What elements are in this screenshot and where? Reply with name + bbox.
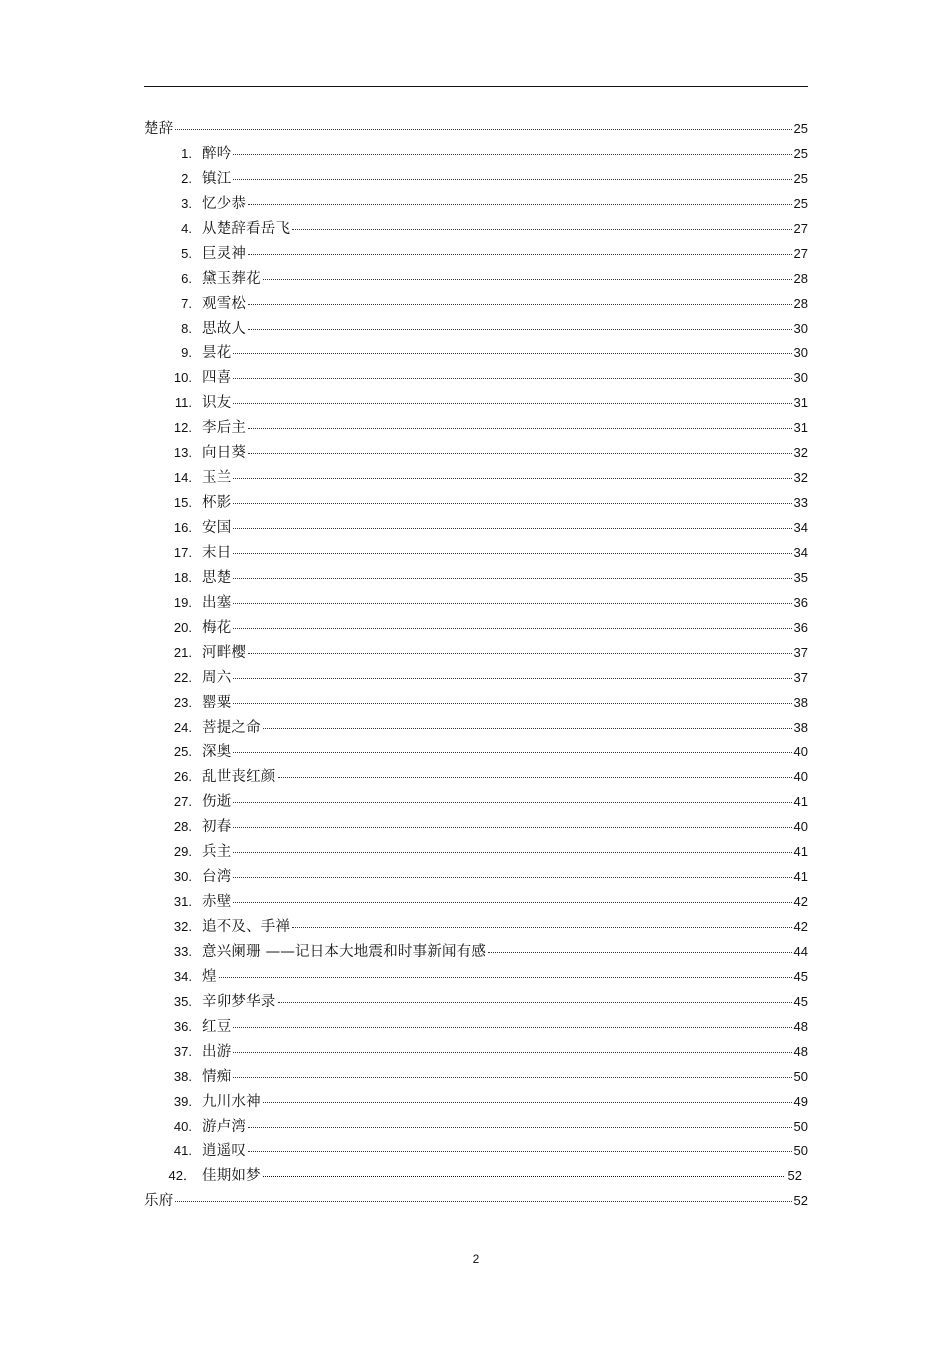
toc-entry[interactable] bbox=[144, 591, 808, 616]
dot-leader bbox=[248, 428, 791, 429]
toc-entry[interactable] bbox=[144, 716, 808, 741]
toc-page-number: 37 bbox=[793, 644, 808, 660]
toc-entry[interactable] bbox=[144, 915, 808, 940]
toc-page-number: 48 bbox=[793, 1043, 808, 1059]
toc-entry-title: 乱世丧红颜 bbox=[202, 769, 276, 786]
toc-entry[interactable] bbox=[144, 940, 808, 965]
dot-leader bbox=[233, 802, 791, 803]
dot-leader bbox=[233, 603, 791, 604]
toc-entry[interactable] bbox=[144, 990, 808, 1015]
dot-leader bbox=[263, 279, 792, 280]
toc-entry-title: 向日葵 bbox=[202, 445, 247, 462]
dot-leader bbox=[248, 329, 791, 330]
toc-entry-title: 醉吟 bbox=[202, 145, 232, 162]
toc-entry[interactable] bbox=[144, 142, 808, 167]
toc-entry[interactable] bbox=[144, 740, 808, 765]
toc-entry[interactable] bbox=[144, 491, 808, 516]
dot-leader bbox=[233, 877, 791, 878]
toc-entry[interactable] bbox=[144, 391, 808, 416]
toc-entry-number: 14. bbox=[173, 470, 192, 486]
toc-entry-number: 1. bbox=[181, 145, 192, 161]
dot-leader bbox=[233, 403, 791, 404]
toc-entry-title: 兵主 bbox=[202, 844, 232, 861]
dot-leader bbox=[233, 353, 791, 354]
toc-entry-title: 思故人 bbox=[202, 320, 247, 337]
dot-leader bbox=[233, 154, 791, 155]
toc-entry[interactable] bbox=[144, 366, 808, 391]
dot-leader bbox=[263, 1102, 792, 1103]
toc-entry-number: 28. bbox=[173, 819, 192, 835]
toc-page-number: 27 bbox=[793, 220, 808, 236]
toc-entry[interactable] bbox=[144, 192, 808, 217]
toc-entry[interactable] bbox=[144, 566, 808, 591]
dot-leader bbox=[248, 204, 791, 205]
dot-leader bbox=[175, 129, 791, 130]
toc-page-number: 48 bbox=[793, 1018, 808, 1034]
toc-entry[interactable] bbox=[144, 341, 808, 366]
toc-page-number: 42 bbox=[793, 919, 808, 934]
toc-entry-title: 罂粟 bbox=[202, 694, 232, 711]
toc-entry[interactable] bbox=[144, 516, 808, 541]
dot-leader bbox=[278, 1002, 792, 1003]
toc-entry-title: 情痴 bbox=[202, 1068, 232, 1085]
toc-entry-number: 38. bbox=[173, 1068, 192, 1084]
toc-entry[interactable] bbox=[144, 441, 808, 466]
toc-entry-number: 37. bbox=[173, 1043, 192, 1059]
toc-entry[interactable] bbox=[144, 1015, 808, 1040]
toc-entry-title: 九川水神 bbox=[202, 1093, 261, 1110]
toc-entry-title: 佳期如梦 bbox=[202, 1168, 261, 1185]
toc-entry-number: 32. bbox=[173, 919, 192, 934]
toc-page-number: 34 bbox=[793, 520, 808, 535]
toc-page-number: 35 bbox=[793, 569, 808, 585]
toc-page-number: 25 bbox=[793, 170, 808, 186]
toc-page-number: 34 bbox=[793, 544, 808, 560]
toc-entry[interactable] bbox=[144, 890, 808, 915]
toc-entry-number: 5. bbox=[181, 245, 192, 261]
toc-entry-title: 周六 bbox=[202, 669, 232, 686]
toc-entry-number: 31. bbox=[173, 894, 192, 910]
toc-page-number: 40 bbox=[793, 744, 808, 760]
dot-leader bbox=[219, 977, 792, 978]
dot-leader bbox=[233, 902, 791, 903]
toc-heading-title: 楚辞 bbox=[144, 121, 174, 137]
toc-entry-number: 10. bbox=[173, 370, 192, 386]
page-number: 2 bbox=[472, 1252, 480, 1266]
toc-page-number: 31 bbox=[793, 395, 808, 411]
toc-entry-number: 36. bbox=[173, 1018, 192, 1034]
toc-entry-title: 观雪松 bbox=[202, 295, 247, 312]
toc-entry-number: 3. bbox=[181, 195, 192, 211]
toc-entry[interactable] bbox=[144, 666, 808, 691]
toc-page-number: 50 bbox=[793, 1118, 808, 1134]
toc-page-number: 25 bbox=[793, 195, 808, 211]
dot-leader bbox=[248, 1127, 791, 1128]
toc-entry[interactable] bbox=[144, 840, 808, 865]
toc-entry-title: 镇江 bbox=[202, 170, 232, 187]
toc-entry-number: 15. bbox=[173, 495, 192, 511]
dot-leader bbox=[233, 852, 791, 853]
toc-page-number: 38 bbox=[793, 694, 808, 710]
toc-entry-number: 9. bbox=[181, 345, 192, 361]
dot-leader bbox=[248, 254, 791, 255]
toc-entry[interactable] bbox=[144, 815, 808, 840]
toc-heading-title: 乐府 bbox=[144, 1193, 174, 1210]
toc-entry[interactable] bbox=[144, 790, 808, 815]
toc-entry-title: 意兴阑珊 ——记日本大地震和时事新闻有感 bbox=[202, 943, 487, 960]
dot-leader bbox=[233, 528, 791, 529]
toc-page-number: 44 bbox=[793, 943, 808, 959]
toc-entry-title: 末日 bbox=[202, 544, 232, 561]
toc-entry[interactable] bbox=[144, 1164, 808, 1189]
toc-entry-number: 18. bbox=[173, 569, 192, 585]
dot-leader bbox=[278, 777, 792, 778]
toc-entry-number: 11. bbox=[174, 395, 192, 411]
toc-entry-title: 追不及、手禅 bbox=[202, 919, 291, 935]
toc-entry[interactable] bbox=[144, 1139, 808, 1164]
toc-entry-number: 23. bbox=[173, 694, 192, 710]
toc-page-number: 27 bbox=[793, 245, 808, 261]
dot-leader bbox=[233, 578, 791, 579]
dot-leader bbox=[175, 1201, 791, 1202]
dot-leader bbox=[233, 1052, 791, 1053]
toc-entry[interactable] bbox=[144, 292, 808, 317]
toc-entry[interactable] bbox=[144, 765, 808, 790]
toc-page-number: 30 bbox=[793, 345, 808, 361]
toc-entry[interactable] bbox=[144, 242, 808, 267]
toc-page-number: 50 bbox=[793, 1143, 808, 1159]
dot-leader bbox=[233, 827, 791, 828]
toc-entry-title: 玉兰 bbox=[202, 470, 232, 487]
toc-page-number: 37 bbox=[793, 669, 808, 685]
toc-page-number: 28 bbox=[793, 295, 808, 311]
toc-entry-title: 识友 bbox=[202, 395, 232, 412]
toc-page-number: 31 bbox=[793, 420, 808, 436]
dot-leader bbox=[233, 503, 791, 504]
toc-entry-number: 40. bbox=[173, 1118, 192, 1134]
toc-entry-title: 伤逝 bbox=[202, 794, 232, 811]
toc-page-number: 32 bbox=[793, 445, 808, 461]
toc-entry[interactable] bbox=[144, 616, 808, 641]
toc-page-number: 38 bbox=[793, 719, 808, 735]
toc-entry-number: 35. bbox=[173, 993, 192, 1009]
toc-entry-title: 赤壁 bbox=[202, 894, 232, 911]
dot-leader bbox=[233, 378, 791, 379]
toc-entry[interactable] bbox=[144, 1090, 808, 1115]
toc-entry-number: 2. bbox=[181, 170, 192, 186]
toc-entry[interactable] bbox=[144, 865, 808, 890]
toc-page-number: 40 bbox=[793, 769, 808, 785]
toc-page-number: 52 bbox=[787, 1168, 802, 1184]
dot-leader bbox=[233, 478, 791, 479]
header-rule bbox=[144, 86, 808, 87]
toc-entry-number: 41. bbox=[173, 1143, 192, 1159]
dot-leader bbox=[233, 179, 791, 180]
toc-entry-number: 25. bbox=[173, 744, 192, 760]
toc-entry[interactable] bbox=[144, 965, 808, 990]
table-of-contents bbox=[144, 117, 808, 1214]
toc-entry-title: 深奥 bbox=[202, 744, 232, 761]
toc-page-number: 49 bbox=[793, 1093, 808, 1109]
toc-entry-title: 梅花 bbox=[202, 619, 232, 636]
dot-leader bbox=[248, 304, 791, 305]
toc-entry[interactable] bbox=[144, 1065, 808, 1090]
toc-entry[interactable] bbox=[144, 416, 808, 441]
toc-entry-title: 黛玉葬花 bbox=[202, 270, 261, 287]
toc-entry-number: 4. bbox=[181, 220, 192, 236]
toc-entry[interactable] bbox=[144, 541, 808, 566]
dot-leader bbox=[233, 553, 791, 554]
toc-entry-title: 安国 bbox=[202, 520, 232, 536]
toc-page-number: 30 bbox=[793, 320, 808, 336]
toc-item-list bbox=[144, 142, 808, 1189]
toc-entry-title: 辛卯梦华录 bbox=[202, 993, 276, 1010]
toc-entry-number: 13. bbox=[173, 445, 192, 461]
toc-heading-chuci[interactable] bbox=[144, 117, 808, 142]
toc-entry[interactable] bbox=[144, 1040, 808, 1065]
toc-entry-number: 26. bbox=[173, 769, 192, 785]
toc-entry-number: 30. bbox=[173, 869, 192, 885]
toc-entry-title: 出游 bbox=[202, 1043, 232, 1060]
toc-page-number: 33 bbox=[793, 495, 808, 511]
dot-leader bbox=[263, 1176, 784, 1177]
toc-page-number: 30 bbox=[793, 370, 808, 386]
toc-entry-number: 24. bbox=[173, 719, 192, 735]
toc-entry-title: 昙花 bbox=[202, 345, 232, 362]
dot-leader bbox=[233, 752, 791, 753]
toc-page-number: 52 bbox=[793, 1193, 808, 1209]
dot-leader bbox=[233, 703, 791, 704]
toc-page-number: 28 bbox=[793, 270, 808, 286]
dot-leader bbox=[248, 653, 791, 654]
dot-leader bbox=[233, 678, 791, 679]
toc-page-number: 25 bbox=[793, 121, 808, 136]
toc-entry-title: 逍遥叹 bbox=[202, 1143, 247, 1160]
toc-entry-title: 思楚 bbox=[202, 569, 232, 586]
dot-leader bbox=[263, 728, 792, 729]
toc-page-number: 41 bbox=[793, 794, 808, 810]
dot-leader bbox=[488, 952, 791, 953]
toc-entry-title: 红豆 bbox=[202, 1018, 232, 1035]
toc-entry-number: 27. bbox=[173, 794, 192, 810]
toc-page-number: 36 bbox=[793, 594, 808, 610]
toc-entry-number: 20. bbox=[173, 619, 192, 635]
toc-entry-title: 台湾 bbox=[202, 869, 232, 886]
dot-leader bbox=[292, 927, 791, 928]
toc-entry[interactable] bbox=[144, 691, 808, 716]
toc-entry-title: 菩提之命 bbox=[202, 719, 261, 736]
toc-entry-title: 杯影 bbox=[202, 495, 232, 512]
toc-page-number: 36 bbox=[793, 619, 808, 635]
toc-page-number: 25 bbox=[793, 145, 808, 161]
toc-page-number: 32 bbox=[793, 470, 808, 486]
toc-entry[interactable] bbox=[144, 167, 808, 192]
toc-entry-number: 17. bbox=[173, 544, 192, 560]
toc-page-number: 45 bbox=[793, 993, 808, 1009]
dot-leader bbox=[233, 1027, 791, 1028]
toc-entry-title: 巨灵神 bbox=[202, 245, 247, 262]
dot-leader bbox=[233, 628, 791, 629]
toc-entry-number: 22. bbox=[173, 669, 192, 685]
dot-leader bbox=[292, 229, 791, 230]
toc-entry-number: 33. bbox=[173, 943, 192, 959]
toc-entry-title: 初春 bbox=[202, 819, 232, 836]
toc-entry-number: 34. bbox=[173, 968, 192, 984]
toc-entry[interactable] bbox=[144, 267, 808, 292]
toc-page-number: 40 bbox=[793, 819, 808, 835]
toc-entry[interactable] bbox=[144, 317, 808, 342]
toc-page-number: 50 bbox=[793, 1068, 808, 1084]
dot-leader bbox=[248, 453, 791, 454]
toc-entry[interactable] bbox=[144, 1115, 808, 1140]
dot-leader bbox=[233, 1077, 791, 1078]
toc-entry-title: 煌 bbox=[202, 968, 217, 985]
toc-entry-number: 21. bbox=[173, 644, 192, 660]
toc-entry-title: 忆少恭 bbox=[202, 195, 247, 212]
toc-entry-number: 8. bbox=[181, 320, 192, 336]
toc-page-number: 45 bbox=[793, 968, 808, 984]
toc-page-number: 41 bbox=[793, 844, 808, 860]
toc-entry-title: 李后主 bbox=[202, 420, 247, 437]
toc-entry-number: 6. bbox=[181, 270, 192, 286]
toc-entry[interactable] bbox=[144, 641, 808, 666]
toc-entry-number: 39. bbox=[173, 1093, 192, 1109]
toc-entry[interactable] bbox=[144, 466, 808, 491]
toc-entry-number: 42． bbox=[168, 1168, 196, 1184]
toc-entry-title: 从楚辞看岳飞 bbox=[202, 220, 291, 237]
toc-heading-yuefu[interactable] bbox=[144, 1189, 808, 1214]
toc-entry-title: 四喜 bbox=[202, 370, 232, 387]
toc-entry-title: 出塞 bbox=[202, 594, 232, 611]
toc-entry-number: 29. bbox=[173, 844, 192, 860]
toc-entry-title: 河畔樱 bbox=[202, 644, 247, 661]
toc-entry-number: 16. bbox=[173, 520, 192, 535]
toc-page-number: 41 bbox=[793, 869, 808, 885]
toc-entry-title: 游卢湾 bbox=[202, 1118, 247, 1135]
dot-leader bbox=[248, 1151, 791, 1152]
toc-entry-number: 7. bbox=[181, 295, 192, 311]
toc-page-number: 42 bbox=[793, 894, 808, 910]
toc-entry-number: 19. bbox=[173, 594, 192, 610]
toc-entry[interactable] bbox=[144, 217, 808, 242]
toc-entry-number: 12. bbox=[173, 420, 192, 436]
